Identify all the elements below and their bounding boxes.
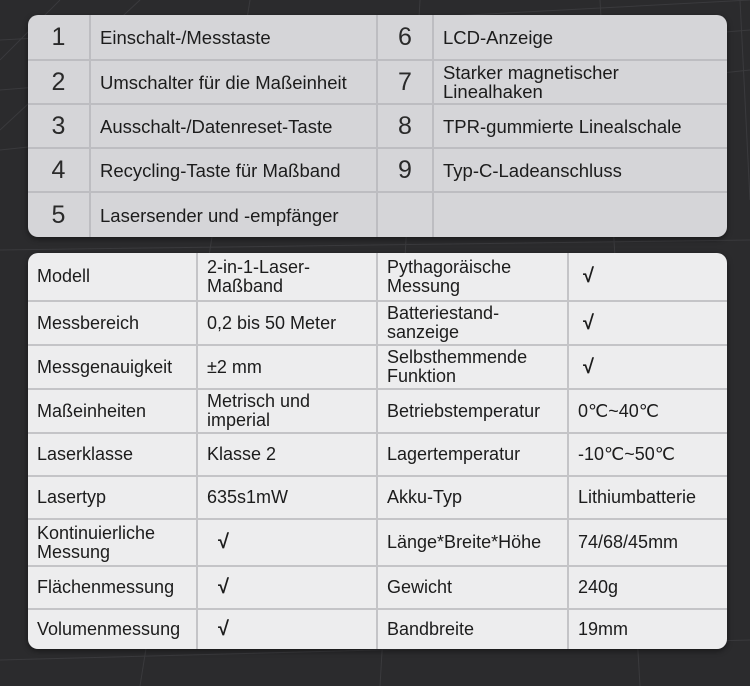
spec-key: Batteriestand-sanzeige xyxy=(377,301,568,345)
spec-row xyxy=(28,476,727,519)
legend-row xyxy=(28,192,727,237)
spec-key: Pythagoräische Messung xyxy=(377,253,568,301)
legend-row xyxy=(28,60,727,104)
part-number: 2 xyxy=(28,60,90,104)
part-label: Recycling-Taste für Maßband xyxy=(90,148,377,192)
spec-key: Flächenmessung xyxy=(28,566,197,609)
spec-key: Gewicht xyxy=(377,566,568,609)
part-label: Umschalter für die Maßeinheit xyxy=(90,60,377,104)
spec-value: ±2 mm xyxy=(197,345,377,389)
spec-key: Messbereich xyxy=(28,301,197,345)
spec-value: 240g xyxy=(568,566,727,609)
part-label: TPR-gummierte Linealschale xyxy=(433,104,727,148)
spec-value: √ xyxy=(568,345,727,389)
spec-value: 19mm xyxy=(568,609,727,649)
part-label: Starker magnetischer Linealhaken xyxy=(433,60,727,104)
spec-key: Volumenmessung xyxy=(28,609,197,649)
part-number: 6 xyxy=(377,15,433,60)
spec-key: Bandbreite xyxy=(377,609,568,649)
spec-key: Messgenauigkeit xyxy=(28,345,197,389)
spec-key: Kontinuierliche Messung xyxy=(28,519,197,566)
spec-key: Länge*Breite*Höhe xyxy=(377,519,568,566)
spec-value: 0℃~40℃ xyxy=(568,389,727,433)
spec-value: Metrisch und imperial xyxy=(197,389,377,433)
parts-legend-card xyxy=(28,15,727,237)
spec-value: Klasse 2 xyxy=(197,433,377,476)
spec-value: √ xyxy=(197,566,377,609)
spec-value: √ xyxy=(197,609,377,649)
spec-value: 2-in-1-Laser-Maßband xyxy=(197,253,377,301)
part-label: Typ-C-Ladeanschluss xyxy=(433,148,727,192)
part-label: Ausschalt-/Datenreset-Taste xyxy=(90,104,377,148)
spec-value: Lithiumbatterie xyxy=(568,476,727,519)
spec-row xyxy=(28,519,727,566)
spec-value: 74/68/45mm xyxy=(568,519,727,566)
spec-row xyxy=(28,301,727,345)
part-number: 3 xyxy=(28,104,90,148)
spec-value: √ xyxy=(568,301,727,345)
spec-row xyxy=(28,566,727,609)
spec-key: Lagertemperatur xyxy=(377,433,568,476)
parts-legend-table xyxy=(28,15,727,237)
specs-table xyxy=(28,253,727,649)
empty-cell xyxy=(377,192,433,237)
part-label: Lasersender und -empfänger xyxy=(90,192,377,237)
spec-value: 635s1mW xyxy=(197,476,377,519)
part-number: 8 xyxy=(377,104,433,148)
part-label: LCD-Anzeige xyxy=(433,15,727,60)
part-label: Einschalt-/Messtaste xyxy=(90,15,377,60)
legend-row xyxy=(28,104,727,148)
spec-row xyxy=(28,433,727,476)
spec-key: Maßeinheiten xyxy=(28,389,197,433)
spec-key: Selbsthemmende Funktion xyxy=(377,345,568,389)
spec-key: Modell xyxy=(28,253,197,301)
spec-row xyxy=(28,609,727,649)
spec-row xyxy=(28,253,727,301)
spec-row xyxy=(28,345,727,389)
spec-value: -10℃~50℃ xyxy=(568,433,727,476)
part-number: 7 xyxy=(377,60,433,104)
spec-key: Betriebstemperatur xyxy=(377,389,568,433)
spec-value: √ xyxy=(197,519,377,566)
spec-value: √ xyxy=(568,253,727,301)
spec-value: 0,2 bis 50 Meter xyxy=(197,301,377,345)
spec-key: Lasertyp xyxy=(28,476,197,519)
part-number: 5 xyxy=(28,192,90,237)
part-number: 9 xyxy=(377,148,433,192)
part-number: 4 xyxy=(28,148,90,192)
spec-row xyxy=(28,389,727,433)
spec-key: Laserklasse xyxy=(28,433,197,476)
legend-row xyxy=(28,15,727,60)
legend-row xyxy=(28,148,727,192)
specs-card xyxy=(28,253,727,649)
empty-cell xyxy=(433,192,727,237)
part-number: 1 xyxy=(28,15,90,60)
spec-key: Akku-Typ xyxy=(377,476,568,519)
